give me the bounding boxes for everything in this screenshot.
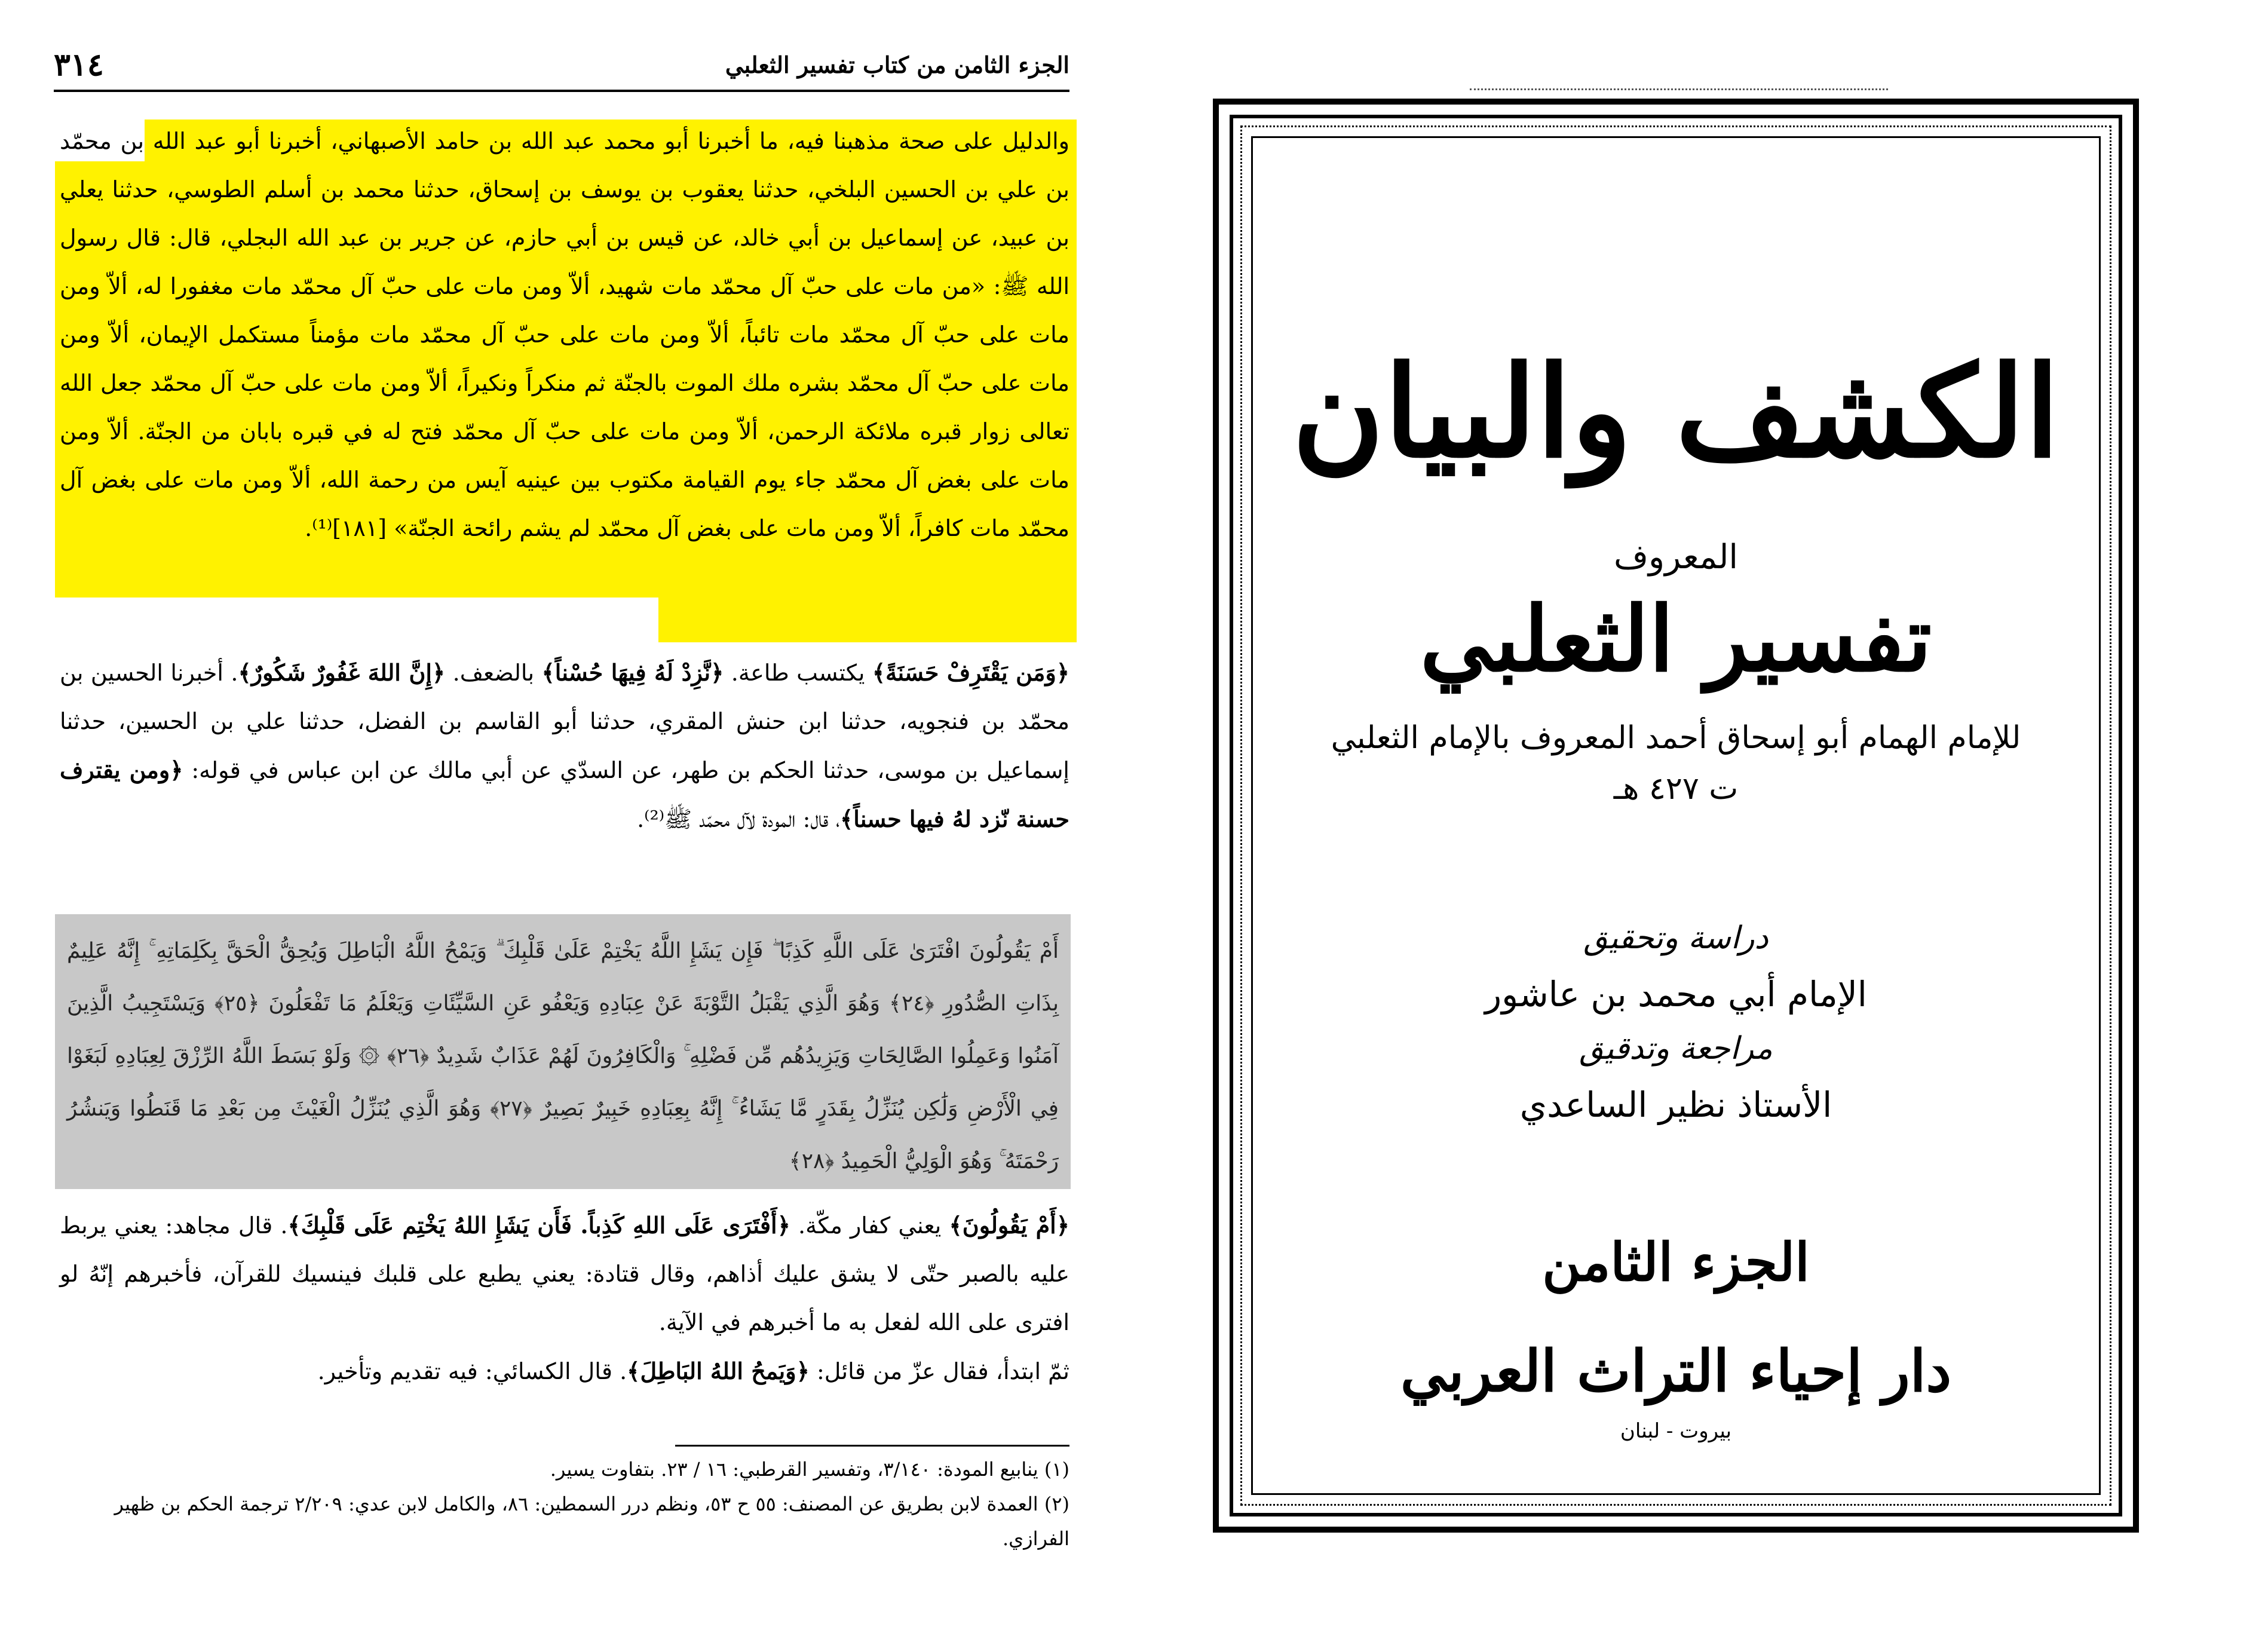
page-header [54,47,1069,88]
study-label: دراسة وتحقيق [1583,920,1769,956]
running-title: الجزء الثامن من كتاب تفسير الثعلبي [725,51,1069,78]
quran-quote: ﴿ومن يقترف حسنة نّزد لهُ فيها حسناً﴾ [60,756,1069,832]
death-year: ت ٤٢٧ هـ [1613,771,1739,807]
book-title: الكشف والبيان [1292,338,2060,486]
highlight-tail [55,598,658,645]
commentary-text: . أخبرنا الحسين بن محمّد بن فنجويه، حدثنا ابن حنش المقري، حدثنا أبو القاسم بن الفضل، حدثنا علي بن الحسين، حدثنا إسماعيل بن موسى، حدثنا الحكم بن طهر، عن السدّي عن أبي مالك عن ابن عباس في قوله: [60,660,1069,783]
review-label: مراجعة وتدقيق [1579,1031,1773,1067]
publisher-logo: دار إحياء التراث العربي [1400,1337,1952,1405]
quran-verses: أَمْ يَقُولُونَ افْتَرَىٰ عَلَى اللَّهِ كَذِبًا ۖ فَإِن يَشَإِ اللَّهُ يَخْتِمْ عَلَىٰ قَلْبِكَ ۗ وَيَمْحُ اللَّهُ الْبَاطِلَ وَيُحِقُّ الْحَقَّ بِكَلِمَاتِهِ ۚ إِنَّهُ عَلِيمٌ بِذَاتِ الصُّدُورِ ﴿٢٤﴾ وَهُوَ الَّذِي يَقْبَلُ التَّوْبَةَ عَنْ عِبَادِهِ وَيَعْفُو عَنِ السَّيِّئَاتِ وَيَعْلَمُ مَا تَفْعَلُونَ ﴿٢٥﴾ وَيَسْتَجِيبُ الَّذِينَ آمَنُوا وَعَمِلُوا الصَّالِحَاتِ وَيَزِيدُهُم مِّن فَضْلِهِ ۚ وَالْكَافِرُونَ لَهُمْ عَذَابٌ شَدِيدٌ ﴿٢٦﴾ ۞ وَلَوْ بَسَطَ اللَّهُ الرِّزْقَ لِعِبَادِهِ لَبَغَوْا فِي الْأَرْضِ وَلَٰكِن يُنَزِّلُ بِقَدَرٍ مَّا يَشَاءُ ۚ إِنَّهُ بِعِبَادِهِ خَبِيرٌ بَصِيرٌ ﴿٢٧﴾ وَهُوَ الَّذِي يُنَزِّلُ الْغَيْثَ مِن بَعْدِ مَا قَنَطُوا وَيَنشُرُ رَحْمَتَهُ ۚ وَهُوَ الْوَلِيُّ الْحَمِيدُ ﴿٢٨﴾ [67,939,1059,1174]
commentary-paragraph-1 [60,648,1069,844]
footnotes [60,1452,1069,1556]
quran-quote: ﴿أَمْ يَقُولُونَ﴾ [949,1212,1069,1239]
commentary-paragraph-2 [60,1201,1069,1396]
footnote-rule [675,1445,1069,1447]
scan-smudge [1470,88,1888,97]
commentary-text: . قال الكسائي: فيه تقديم وتأخير. [317,1358,627,1384]
commentary-text: ، قال: المودة لآل محمّد ﷺ⁽²⁾. [637,806,840,832]
quran-quote: ﴿نَّزِدْ لَهُ فِيهَا حُسْناً﴾ [541,659,724,686]
editor-name: الإمام أبي محمد بن عاشور [1485,974,1867,1015]
volume-label: الجزء الثامن [1542,1231,1810,1293]
quran-quote: ﴿أَفْتَرَى عَلَى اللهِ كَذِباً. فَأَن يَشَإِ اللهُ يَخْتِم عَلَى قَلْبِكَ﴾ [287,1212,790,1239]
footnote-1: (١) ينابيع المودة: ٣/١٤٠، وتفسير القرطبي: ١٦ / ٢٣. بتفاوت يسير. [550,1458,1069,1481]
quran-quote: ﴿وَيَمحُ اللهُ البَاطِلَ﴾ [627,1358,810,1384]
commentary-text: ثمّ ابتدأ، فقال عزّ من قائل: [809,1358,1069,1384]
header-rule [54,90,1069,92]
commentary-text: بالضعف. [445,660,542,686]
author-line: للإمام الهمام أبو إسحاق أحمد المعروف بالإمام الثعلبي [1331,720,2021,756]
commentary-text: يكتسب طاعة. [724,660,872,686]
quran-verses-box [55,914,1071,1189]
quran-quote: ﴿وَمَن يَقْتَرِفْ حَسَنَةً﴾ [872,659,1070,686]
book-subtitle: تفسير الثعلبي [1420,587,1932,692]
highlighted-hadith: والدليل على صحة مذهبنا فيه، ما أخبرنا أبو محمد عبد الله بن حامد الأصبهاني، أخبرنا أبو عبد الله بن محمّد بن علي بن الحسين البلخي، حدثنا يعقوب بن يوسف بن إسحاق، حدثنا محمد بن أسلم الطوسي، حدثنا يعلي بن عبيد، عن إسماعيل بن أبي خالد، عن قيس بن أبي حازم، عن جرير بن عبد الله البجلي، قال: قال رسول الله ﷺ: «من مات على حبّ آل محمّد مات شهيد، ألاّ ومن مات على حبّ آل محمّد مات مغفورا له، ألاّ ومن مات على حبّ آل محمّد مات تائباً، ألاّ ومن مات على حبّ آل محمّد مات مؤمناً مستكمل الإيمان، ألاّ ومن مات على حبّ آل محمّد بشره ملك الموت بالجنّة ثم منكراً ونكيراً، ألاّ ومن مات على حبّ آل محمّد جعل الله تعالى زوار قبره ملائكة الرحمن، ألاّ ومن مات على حبّ آل محمّد فتح له في قبره بابان من الجنّة. ألاّ ومن مات على بغض آل محمّد جاء يوم القيامة مكتوب بين عينيه آيس من رحمة الله، ألاّ ومن مات على بغض آل محمّد مات كافراً، ألاّ ومن مات على بغض آل محمّد لم يشم رائحة الجنّة» [١٨١]⁽¹⁾. [60,128,1070,541]
publisher-city: بيروت - لبنان [1620,1419,1732,1443]
known-as-label: المعروف [1613,538,1738,577]
footnote-2: (٢) العمدة لابن بطريق عن المصنف: ٥٥ ح ٥٣، ونظم درر السمطين: ٨٦، والكامل لابن عدي: ٢/٢٠٩ ترجمة الحكم بن ظهير الفرازي. [114,1493,1069,1550]
commentary-text: يعني كفار مكّة. [790,1212,949,1239]
commentary-text: . قال مجاهد: يعني يربط عليه بالصبر حتّى لا يشق عليك أذاهم، وقال قتادة: يعني يطبع على قلبك فينسيك للقرآن، فأخبرهم إنّهُ لو افترى على الله لفعل به ما أخبرهم في الآية. [60,1212,1069,1335]
quran-quote: ﴿إِنَّ اللهَ غَفُورٌ شَكُورٌ﴾ [238,659,446,686]
page-number: ٣١٤ [54,47,104,83]
left-page [0,0,1123,1630]
title-page [1123,0,2268,1630]
reviewer-name: الأستاذ نظير الساعدي [1519,1084,1832,1125]
